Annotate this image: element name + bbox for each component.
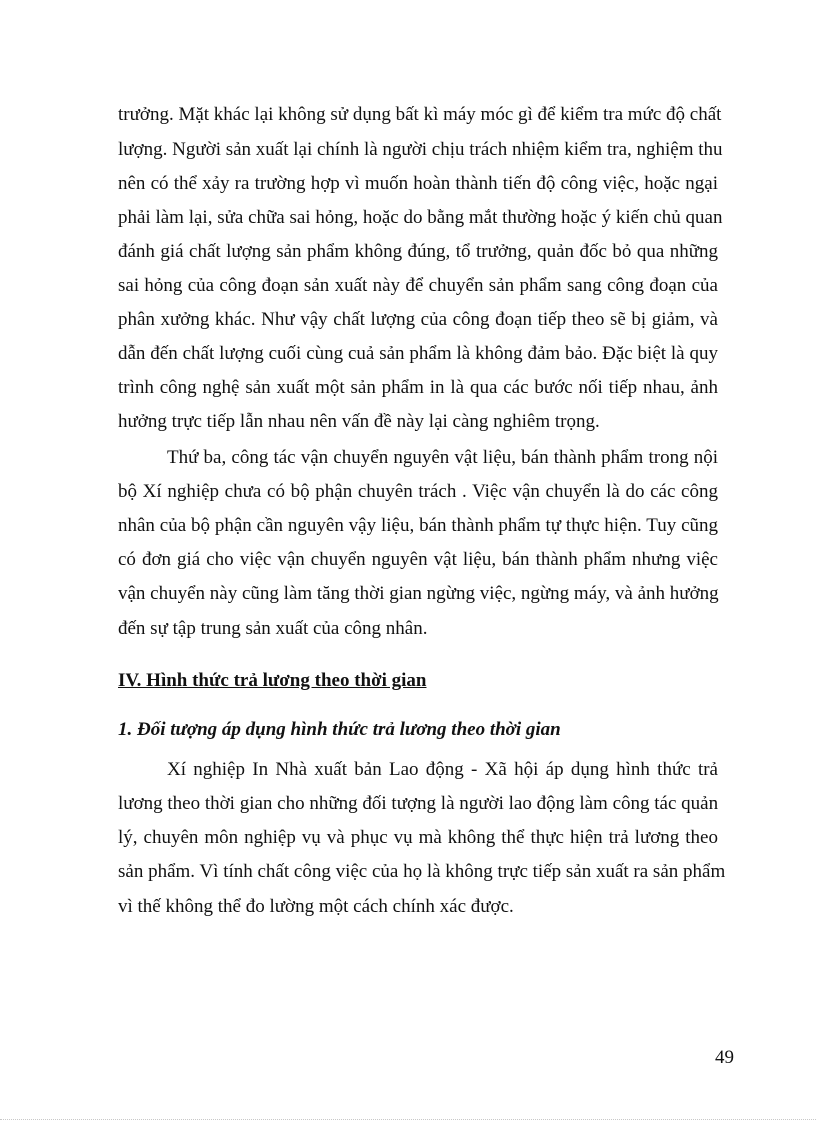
para2-line-3: nhân của bộ phận cần nguyên vậy liệu, bán thành phẩm tự thực hiện. Tuy cũng bbox=[118, 515, 718, 536]
para2-line-6: đến sự tập trung sản xuất của công nhân. bbox=[118, 618, 428, 639]
para1-line-8: dẫn đến chất lượng cuối cùng cuả sản phẩm là không đảm bảo. Đặc biệt là quy bbox=[118, 343, 718, 364]
para3-line-2: lương theo thời gian cho những đối tượng là người lao động làm công tác quản bbox=[118, 793, 719, 814]
para3-line-1: Xí nghiệp In Nhà xuất bản Lao động - Xã hội áp dụng hình thức trả bbox=[167, 759, 718, 780]
page-bottom-divider bbox=[0, 1119, 816, 1120]
para3-line-3: lý, chuyên môn nghiệp vụ và phục vụ mà không thể thực hiện trả lương theo bbox=[118, 827, 718, 848]
para3-line-4: sản phẩm. Vì tính chất công việc của họ là không trực tiếp sản xuất ra sản phẩm bbox=[118, 861, 726, 882]
para2-line-5: vận chuyển này cũng làm tăng thời gian ngừng việc, ngừng máy, và ảnh hưởng bbox=[118, 583, 719, 604]
para2-line-1: Thứ ba, công tác vận chuyển nguyên vật liệu, bán thành phẩm trong nội bbox=[167, 447, 718, 468]
para1-line-5: đánh giá chất lượng sản phẩm không đúng, tổ trưởng, quản đốc bỏ qua những bbox=[118, 241, 718, 262]
para1-line-6: sai hỏng của công đoạn sản xuất này để chuyển sản phẩm sang công đoạn của bbox=[118, 275, 718, 296]
subsection-heading: 1. Đối tượng áp dụng hình thức trả lương theo thời gian bbox=[118, 719, 561, 740]
para1-line-4: phải làm lại, sửa chữa sai hỏng, hoặc do bằng mắt thường hoặc ý kiến chủ quan bbox=[118, 207, 723, 228]
para1-line-1: trưởng. Mặt khác lại không sử dụng bất kì máy móc gì để kiểm tra mức độ chất bbox=[118, 104, 722, 125]
para1-line-9: trình công nghệ sản xuất một sản phẩm in là qua các bước nối tiếp nhau, ảnh bbox=[118, 377, 718, 398]
para1-line-3: nên có thể xảy ra trường hợp vì muốn hoàn thành tiến độ công việc, hoặc ngại bbox=[118, 173, 718, 194]
para1-line-10: hưởng trực tiếp lẫn nhau nên vấn đề này lại càng nghiêm trọng. bbox=[118, 411, 600, 432]
para1-line-7: phân xưởng khác. Như vậy chất lượng của công đoạn tiếp theo sẽ bị giảm, và bbox=[118, 309, 718, 330]
para3-line-5: vì thế không thể đo lường một cách chính xác được. bbox=[118, 896, 514, 917]
section-heading: IV. Hình thức trả lương theo thời gian bbox=[118, 670, 427, 691]
para2-line-4: có đơn giá cho việc vận chuyển nguyên vật liệu, bán thành phẩm nhưng việc bbox=[118, 549, 718, 570]
para2-line-2: bộ Xí nghiệp chưa có bộ phận chuyên trách . Việc vận chuyển là do các công bbox=[118, 481, 718, 502]
page-number: 49 bbox=[715, 1047, 734, 1068]
para1-line-2: lượng. Người sản xuất lại chính là người chịu trách nhiệm kiểm tra, nghiệm thu bbox=[118, 139, 723, 160]
